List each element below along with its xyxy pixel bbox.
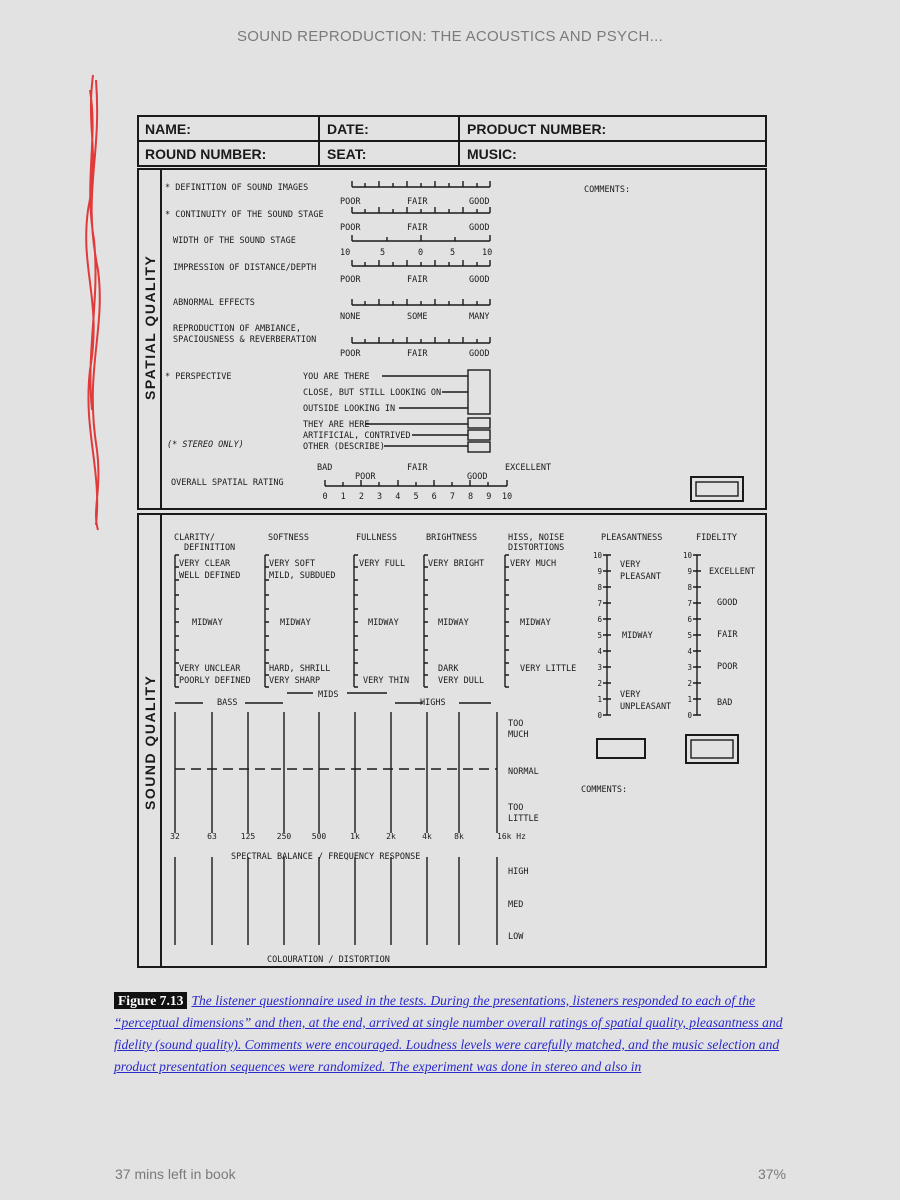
book-title: SOUND REPRODUCTION: THE ACOUSTICS AND PSYCH... [236,28,664,45]
figure-caption [114,990,786,1078]
scale-none: NONE [340,312,361,322]
scale-poor: POOR [340,349,361,359]
hiss-mid: MIDWAY [520,618,551,628]
fidelity-scale-number: 2 [687,679,692,688]
pleasantness-scale-number: 7 [597,599,602,608]
frequency-label: 16k Hz [497,832,526,841]
band-highs: HIGHS [420,698,446,708]
fidelity-scale-number: 0 [687,711,692,720]
scale-poor: POOR [340,275,361,285]
product-number-label: PRODUCT NUMBER: [467,121,607,137]
fullness-mid: MIDWAY [368,618,399,628]
definition-item: * DEFINITION OF SOUND IMAGES [165,183,309,193]
distance-item: IMPRESSION OF DISTANCE/DEPTH [173,263,317,273]
perspective-option: OTHER (DESCRIBE) [303,442,385,452]
col-fidelity: FIDELITY [696,533,737,543]
softness-top-2: MILD, SUBDUED [269,571,336,581]
overall-tick-label: 3 [377,492,383,502]
perspective-option: CLOSE, BUT STILL LOOKING ON [303,388,442,398]
brightness-bottom-2: VERY DULL [438,676,485,686]
brightness-mid: MIDWAY [438,618,469,628]
balance-too-little-2: LITTLE [508,814,539,824]
fidelity-good: GOOD [717,598,738,608]
overall-bad: BAD [317,463,333,473]
ambiance-item-line2: SPACIOUSNESS & REVERBERATION [173,335,317,345]
frequency-label: 2k [386,832,396,841]
width-item: WIDTH OF THE SOUND STAGE [173,236,296,246]
band-bass: BASS [217,698,238,708]
scale-some: SOME [407,312,428,322]
col-softness: SOFTNESS [268,533,309,543]
sound-comments-label: COMMENTS: [581,785,628,795]
fidelity-scale-number: 8 [687,583,692,592]
overall-tick-label: 2 [358,492,364,502]
balance-too-little: TOO [508,803,524,813]
scale-fair: FAIR [407,349,428,359]
fullness-top: VERY FULL [359,559,406,569]
overall-excellent: EXCELLENT [505,463,552,473]
frequency-label: 8k [454,832,464,841]
col-clarity-2: DEFINITION [184,543,236,553]
scale-fair: FAIR [407,223,428,233]
col-hiss-2: DISTORTIONS [508,543,565,553]
perspective-option: THEY ARE HERE [303,420,370,430]
pleasantness-scale-number: 1 [597,695,602,704]
overall-poor: POOR [355,472,376,482]
pleasantness-scale-number: 2 [597,679,602,688]
overall-tick-label: 10 [501,492,513,502]
frequency-label: 125 [240,832,256,841]
width-scale-5: 5 [450,248,456,258]
music-label: MUSIC: [467,146,517,162]
frequency-label: 32 [170,832,180,841]
col-pleasantness: PLEASANTNESS [601,533,663,543]
overall-tick-label: 7 [449,492,455,502]
fidelity-scale-number: 5 [687,631,692,640]
pleasant-mid: MIDWAY [622,631,653,641]
brightness-top: VERY BRIGHT [428,559,485,569]
perspective-option: ARTIFICIAL, CONTRIVED [303,431,411,441]
overall-tick-label: 1 [340,492,346,502]
overall-tick-label: 0 [322,492,328,502]
stereo-only-note: (* STEREO ONLY) [167,440,244,450]
continuity-item: * CONTINUITY OF THE SOUND STAGE [165,210,324,220]
colouration-high: HIGH [508,867,529,877]
fidelity-scale-number: 9 [687,567,692,576]
width-scale-5: 5 [380,248,386,258]
scale-good: GOOD [469,223,490,233]
fidelity-scale-number: 1 [687,695,692,704]
fidelity-excellent: EXCELLENT [709,567,756,577]
scale-poor: POOR [340,197,361,207]
clarity-bottom: VERY UNCLEAR [179,664,241,674]
pleasantness-scale-number: 9 [597,567,602,576]
pleasantness-scale-number: 5 [597,631,602,640]
hiss-bottom: VERY LITTLE [520,664,577,674]
fidelity-scale-number: 3 [687,663,692,672]
pleasantness-scale-number: 0 [597,711,602,720]
pleasantness-scale-number: 4 [597,647,602,656]
perspective-option: OUTSIDE LOOKING IN [303,404,396,414]
fidelity-scale-number: 7 [687,599,692,608]
pleasant-bottom-2: UNPLEASANT [620,702,672,712]
overall-tick-label: 8 [468,492,474,502]
width-scale-0: 0 [418,248,424,258]
clarity-top-2: WELL DEFINED [179,571,241,581]
seat-label: SEAT: [327,146,367,162]
col-clarity: CLARITY/ [174,533,215,543]
spectral-balance-title: SPECTRAL BALANCE / FREQUENCY RESPONSE [231,852,421,862]
band-mids: MIDS [318,690,339,700]
perspective-option: YOU ARE THERE [303,372,370,382]
fidelity-scale-number: 10 [682,551,692,560]
frequency-label: 4k [422,832,432,841]
scale-good: GOOD [469,197,490,207]
reading-progress: 37% [757,1166,786,1182]
colouration-low: LOW [508,932,524,942]
scale-poor: POOR [340,223,361,233]
round-number-label: ROUND NUMBER: [145,146,267,162]
balance-too-much: TOO [508,719,524,729]
spatial-quality-title: SPATIAL QUALITY [142,254,158,400]
softness-bottom: HARD, SHRILL [269,664,331,674]
frequency-label: 1k [350,832,360,841]
overall-tick-label: 4 [395,492,401,502]
frequency-label: 63 [207,832,217,841]
clarity-mid: MIDWAY [192,618,223,628]
overall-good: GOOD [467,472,488,482]
pleasant-top: VERY [620,560,641,570]
hiss-top: VERY MUCH [510,559,557,569]
fidelity-scale-number: 4 [687,647,692,656]
overall-tick-label: 5 [413,492,419,502]
col-fullness: FULLNESS [356,533,397,543]
time-left: 37 mins left in book [115,1166,236,1182]
pleasantness-scale-number: 6 [597,615,602,624]
ambiance-item-line1: REPRODUCTION OF AMBIANCE, [173,324,301,334]
softness-top: VERY SOFT [269,559,316,569]
perspective-item: * PERSPECTIVE [165,372,232,382]
balance-normal: NORMAL [508,767,539,777]
overall-tick-label: 9 [486,492,492,502]
pleasant-bottom: VERY [620,690,641,700]
caption-text[interactable]: The listener questionnaire used in the tests. During the presentations, listeners responded to each of the “perceptual dimensions” and then, at the end, arrived at single number overall ratings of spatial quality, pleasantness and fidelity (sound quality). Comments were encouraged. Loudness levels were carefully matched, and the music selection and product presentation sequences were randomized. The experiment was done in stereo and also in [114,993,783,1074]
scale-fair: FAIR [407,197,428,207]
fidelity-scale-number: 6 [687,615,692,624]
width-scale-10: 10 [482,248,493,258]
softness-mid: MIDWAY [280,618,311,628]
colouration-title: COLOURATION / DISTORTION [267,955,390,965]
sound-quality-title: SOUND QUALITY [142,674,158,810]
scale-good: GOOD [469,349,490,359]
scale-many: MANY [469,312,490,322]
spatial-comments-label: COMMENTS: [584,185,631,195]
pleasantness-scale-number: 3 [597,663,602,672]
abnormal-item: ABNORMAL EFFECTS [173,298,255,308]
fullness-bottom: VERY THIN [363,676,410,686]
pleasantness-scale-number: 10 [592,551,602,560]
softness-bottom-2: VERY SHARP [269,676,321,686]
fidelity-fair: FAIR [717,630,738,640]
pleasantness-scale-number: 8 [597,583,602,592]
figure-label: Figure 7.13 [114,992,187,1009]
col-brightness: BRIGHTNESS [426,533,478,543]
width-scale-10: 10 [340,248,351,258]
pleasant-top-2: PLEASANT [620,572,661,582]
overall-tick-label: 6 [431,492,437,502]
name-label: NAME: [145,121,191,137]
col-hiss: HISS, NOISE [508,533,565,543]
overall-fair: FAIR [407,463,428,473]
brightness-bottom: DARK [438,664,459,674]
listener-questionnaire [137,115,767,970]
scale-good: GOOD [469,275,490,285]
fidelity-bad: BAD [717,698,733,708]
frequency-label: 250 [276,832,292,841]
scale-fair: FAIR [407,275,428,285]
colouration-med: MED [508,900,524,910]
clarity-bottom-2: POORLY DEFINED [179,676,251,686]
clarity-top: VERY CLEAR [179,559,231,569]
frequency-label: 500 [311,832,327,841]
date-label: DATE: [327,121,369,137]
overall-spatial-item: OVERALL SPATIAL RATING [171,478,284,488]
red-ink-annotation [78,70,108,535]
fidelity-poor: POOR [717,662,738,672]
balance-too-much-2: MUCH [508,730,529,740]
